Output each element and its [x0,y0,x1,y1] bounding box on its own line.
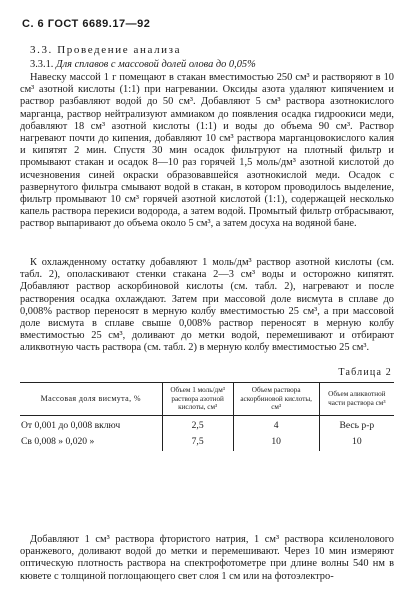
column-header: Массовая доля висмута, % [20,383,162,416]
column-header: Объем раствора аскорбиновой кислоты, см³ [233,383,319,416]
subsection-heading [30,59,256,70]
table-cell: 10 [233,432,319,451]
table-cell: 10 [319,432,394,451]
table-cell: 4 [233,415,319,432]
table-row [20,415,394,432]
body-text-block-1 [20,72,394,231]
table-cell: 2,5 [162,415,233,432]
column-header: Объем 1 моль/дм³ раствора азотной кислоты, см³ [162,383,233,416]
column-header: Объем аликвотной части раствора см³ [319,383,394,416]
page-header: С. 6 ГОСТ 6689.17—92 [22,18,151,30]
data-table [20,382,394,451]
table-caption: Таблица 2 [338,367,392,378]
body-text-block-3 [20,534,394,583]
paragraph-3: Добавляют 1 см³ раствора фтористого натрия, 1 см³ раствора ксиленолового оранжевого, доливают водой до метки и перемешивают. Через 10 мин измеряют оптическую плотность раствора на спектрофотометре при длине волны 540 нм в кювете с толщиной поглощающего свет слоя 1 см или на фотоэлектро- [20,534,394,582]
body-text-block-2 [20,257,394,355]
subsection-title: Для сплавов с массовой долей олова до 0,05% [56,59,256,70]
table-cell: Весь р-р [319,415,394,432]
table-header-row [20,383,394,416]
subsection-number: 3.3.1. [30,59,54,70]
table-cell: Св 0,008 » 0,020 » [21,435,95,447]
table-cell: От 0,001 до 0,008 включ [21,419,121,431]
paragraph-2: К охлажденному остатку добавляют 1 моль/дм³ раствор азотной кислоты (см. табл. 2), ополаскивают стенки стакана 2—3 см³ воды и осторожно кипятят. Добавляют раствор аскорбиновой кислоты (см. табл. 2), нагревают и после растворения осадка охлаждают. Затем при массовой доле висмута в сплаве до 0,008% раствор переносят в мерную колбу вместимостью 25 см³, а при массовой доле висмута в сплаве свыше 0,008% раствор переносят в мерную колбу вместимостью 25 см³, доливают до метки водой, перемешивают и отбирают аликвотную часть раствора (см. табл. 2) в мерную колбу вместимостью 25 см³. [20,257,394,354]
table-row [20,432,394,451]
paragraph-1: Навеску массой 1 г помещают в стакан вместимостью 250 см³ и растворяют в 10 см³ азотной кислоты (1:1) при нагревании. Оксиды азота удаляют кипячением и раствор разбавляют водой до 50 см³. Добавляют 5 см³ раствора азотнокислого марганца, раствор нейтрализуют аммиаком до появления осадка гидроокиси меди, добавляют 18 см³ азотной кислоты (1:1) и воды до объема 90 см³. Раствор нагревают почти до кипения, добавляют 10 см³ раствора марганцовокислого калия и кипятят 2 мин. Спустя 30 мин осадок фильтруют на плотный фильтр и промывают стакан и осадок 8—10 раз горячей 1,5 моль/дм³ азотной кислотой до исчезновения синей окраски образовавшейся азотнокислой меди. Осадок с развернутого фильтра смывают водой в стакан, в котором проводилось выделение, фильтр промывают 10 см³ горячей азотной кислотой (1:1), содержащей несколько капель раствора перекиси водорода, а затем водой. Промытый фильтр отбрасывают, раствор выпаривают до объема около 5 см³, а затем досуха на водяной бане. [20,72,394,230]
table-cell: 7,5 [162,432,233,451]
section-title: 3.3. Проведение анализа [30,44,182,56]
